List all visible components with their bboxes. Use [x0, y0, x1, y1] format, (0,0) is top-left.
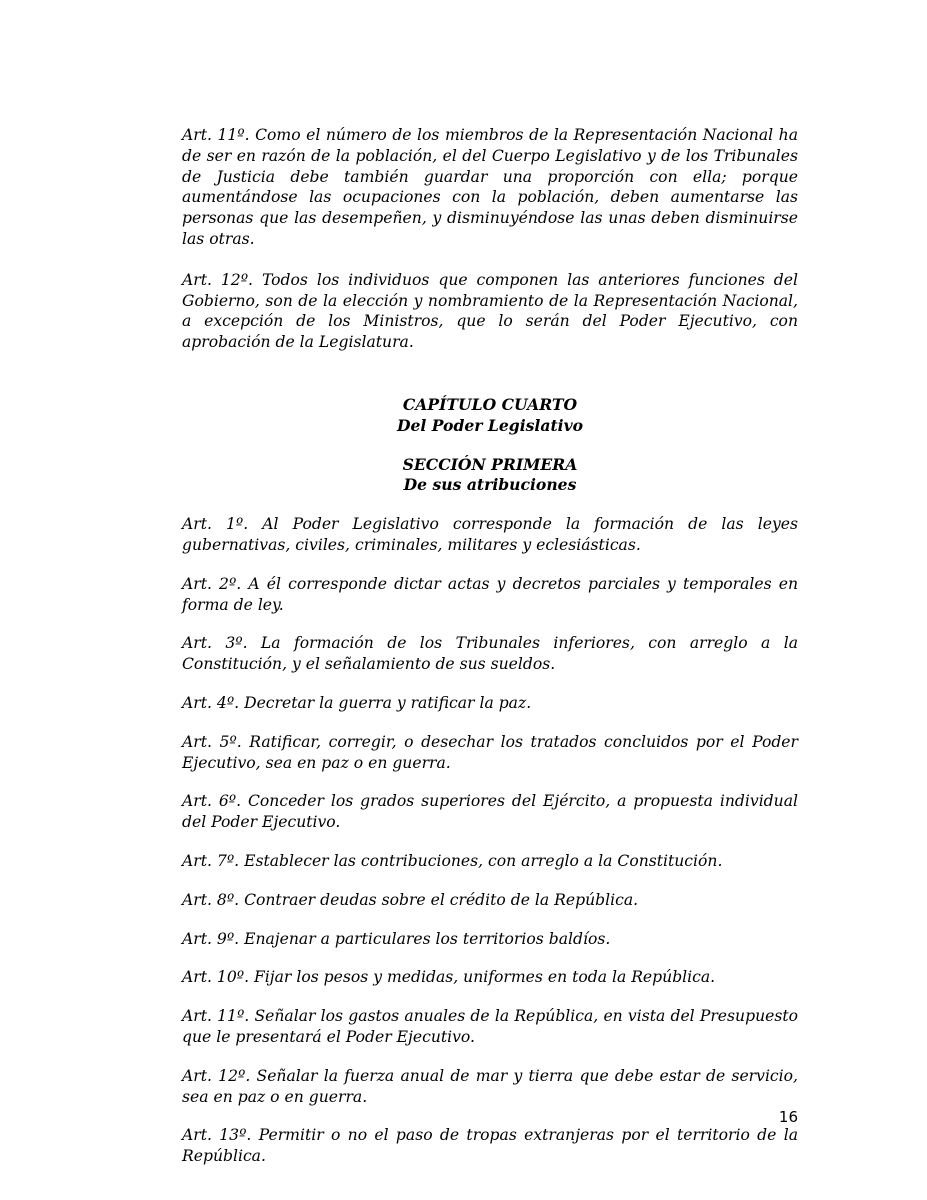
section-article: Art. 6º. Conceder los grados superiores del Ejército, a propuesta individual del Poder Ejecutivo. [182, 792, 798, 832]
section-article: Art. 11º. Señalar los gastos anuales de la República, en vista del Presupuesto que le presentará el Poder Ejecutivo. [182, 1007, 798, 1046]
body-text [182, 125, 798, 1167]
chapter-heading [182, 395, 798, 437]
section-article: Art. 12º. Señalar la fuerza anual de mar y tierra que debe estar de servicio, sea en paz o en guerra. [182, 1066, 798, 1106]
section-subtitle: De sus atribuciones [403, 475, 577, 495]
section-article: Art. 8º. Contraer deudas sobre el crédito de la República. [182, 890, 639, 909]
section-article: Art. 4º. Decretar la guerra y ratificar la paz. [182, 693, 532, 712]
section-article: Art. 3º. La formación de los Tribunales inferiores, con arreglo a la Constitución, y el señalamiento de sus sueldos. [182, 634, 798, 674]
section-title: SECCIÓN PRIMERA [402, 454, 578, 474]
page-number: 16 [778, 1108, 798, 1126]
article-12: Art. 12º. Todos los individuos que componen las anteriores funciones del Gobierno, son de la elección y nombramiento de la Representación Nacional, a excepción de los Ministros, que lo serán del Poder Ejecutivo, con aprobación de la Legislatura. [182, 270, 798, 352]
section-article: Art. 9º. Enajenar a particulares los territorios baldíos. [182, 929, 611, 948]
chapter-subtitle: Del Poder Legislativo [396, 415, 584, 435]
section-article: Art. 7º. Establecer las contribuciones, con arreglo a la Constitución. [182, 851, 723, 870]
section-heading [182, 455, 798, 497]
section-article: Art. 2º. A él corresponde dictar actas y decretos parciales y temporales en forma de ley. [182, 574, 798, 614]
section-article: Art. 13º. Permitir o no el paso de tropas extranjeras por el territorio de la República. [182, 1126, 798, 1166]
section-article: Art. 1º. Al Poder Legislativo corresponde la formación de las leyes gubernativas, civiles, criminales, militares y eclesiásticas. [182, 515, 798, 554]
section-article: Art. 10º. Fijar los pesos y medidas, uniformes en toda la República. [182, 968, 716, 987]
chapter-title: CAPÍTULO CUARTO [402, 394, 578, 414]
section-article: Art. 5º. Ratificar, corregir, o desechar los tratados concluidos por el Poder Ejecutivo, sea en paz o en guerra. [182, 732, 798, 772]
article-11: Art. 11º. Como el número de los miembros de la Representación Nacional ha de ser en razón de la población, el del Cuerpo Legislativo y de los Tribunales de Justicia debe también guardar una proporción con ella; porque aumentándose las ocupaciones con la población, deben aumentarse las personas que las desempeñen, y disminuyéndose las unas deben disminuirse las otras. [182, 126, 798, 248]
